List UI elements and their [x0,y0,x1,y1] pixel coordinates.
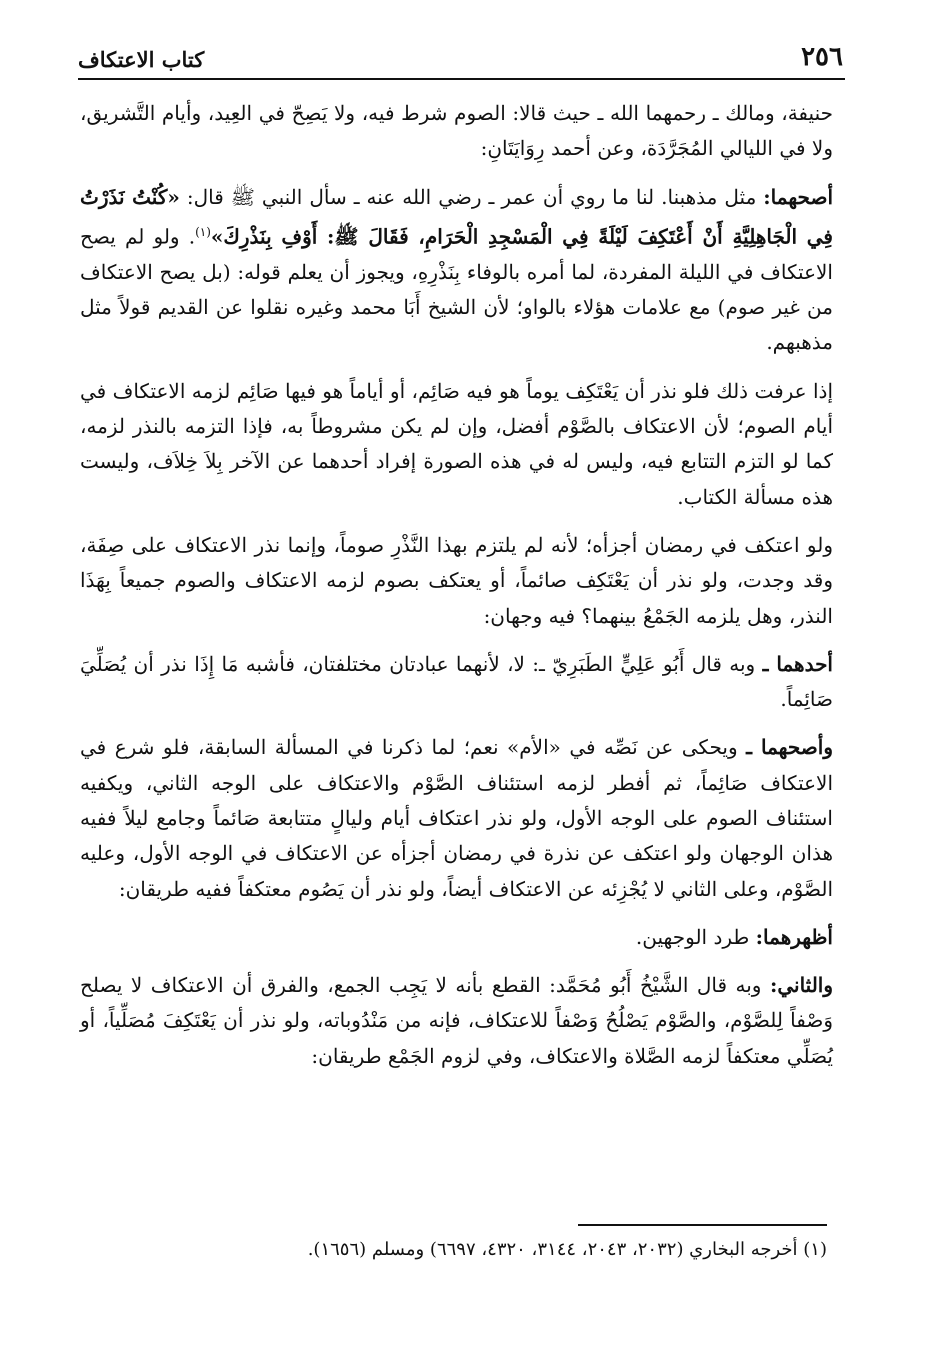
paragraph-5 [80,647,833,718]
footnote-marker: (١) [195,224,211,239]
paragraph-8-text: وبه قال الشَّيْخُ أَبُو مُحَمَّد: القطع بأنه لا يَجِب الجمع، والفرق أن الاعتكاف لا يصلح وَصْفاً لِلصَّوْم، والصَّوْم يَصْلُحُ وَصْفاً للاعتكاف، فإنه من مَنْدُوباته، ولو نذر أن يَعْتَكِفَ مُصَلِّياً، أو يُصَلِّي معتكفاً لزمه الصَّلاة والاعتكاف، وفي لزوم الجَمْع طريقان: [80,973,833,1068]
paragraph-1: حنيفة، ومالك ـ رحمهما الله ـ حيث قالا: الصوم شرط فيه، ولا يَصِحّ في العِيد، وأيام التَّشريق، ولا في الليالي المُجَرَّدَة، وعن أحمد رِوَايَتَانِ: [80,101,833,161]
paragraph-2-text-b: . ولو لم يصح الاعتكاف في الليلة المفردة، لما أمره بالوفاء بِنَذْرِهِ، ويجوز أن يعلم قوله: (بل يصح الاعتكاف من غير صوم) مع علامات هؤلاء بالواو؛ لأن الشيخ أَبَا محمد وغيره نقلوا عن القديم قولاً مثل مذهبهم. [80,224,833,355]
paragraph-4: ولو اعتكف في رمضان أجزأه؛ لأنه لم يلتزم بهذا النَّذْرِ صوماً، وإنما نذر الاعتكاف على صِفَة، وقد وجدت، ولو نذر أن يَعْتَكِف صائماً، أو يعتكف بصوم لزمه الاعتكاف والصوم جميعاً بِهَذَا النذر، وهل يلزمه الجَمْعُ بينهما؟ فيه وجهان: [80,532,833,628]
footnote-rule [578,1224,827,1226]
paragraph-5-label: أحدهما ـ [762,651,833,676]
header-rule [78,78,845,80]
paragraph-7-text: طرد الوجهين. [635,924,750,949]
paragraph-7-label: أظهرهما: [755,924,833,949]
main-text [80,96,833,1087]
page-header [78,38,843,72]
hadith-quote: «كُنْتُ نَذَرْتُ فِي الْجَاهِلِيَّةِ أَنْ أَعْتَكِفَ لَيْلَةً فِي الْمَسْجِدِ الْحَرَامِ، فَقَالَ ﷺ: أَوْفِ بِنَذْرِكَ» [80,184,833,249]
paragraph-2-text-a: مثل مذهبنا. لنا ما روي أن عمر ـ رضي الله عنه ـ سأل النبي ﷺ قال: [186,184,757,209]
paragraph-3: إذا عرفت ذلك فلو نذر أن يَعْتَكِف يوماً هو فيه صَائِم، أو أياماً هو فيها صَائِم لزمه الاعتكاف في أيام الصوم؛ لأن الاعتكاف بالصَّوْم أفضل، وإن لم يكن مشروطاً به، فإذا التزمه بالنذر لزمه، كما لو التزم التتابع فيه، وليس له في هذه الصورة إفراد أحدهما عن الآخر بِلاَ خِلاَف، وليست هذه مسألة الكتاب. [80,378,833,509]
paragraph-7 [80,920,833,955]
paragraph-6-label: وأصحهما ـ [746,735,833,760]
chapter-title: كتاب الاعتكاف [78,47,205,72]
paragraph-6-text: ويحكى عن نَصِّه في «الأم» نعم؛ لما ذكرنا في المسألة السابقة، فلو شرع في الاعتكاف صَائِماً، ثم أفطر لزمه استئناف الصَّوْم والاعتكاف على الوجه الثاني، ويكفيه استئناف الصوم على الوجه الأول، ولو نذر اعتكاف أيام وليالٍ متتابعة صَائماً وجامع ليلاً ففيه هذان الوجهان ولو اعتكف عن نذرة في رمضان أجزأه عن الاعتكاف في الوجه الأول، وعليه الصَّوْم، وعلى الثاني لا يُجْزِئه عن الاعتكاف أيضاً، ولو نذر أن يَصُوم معتكفاً ففيه طريقان: [80,735,833,901]
paragraph-2 [80,180,833,361]
paragraph-8 [80,968,833,1074]
paragraph-5-text: وبه قال أَبُو عَلِيٍّ الطَبَرِيّ ـ: لا، لأنهما عبادتان مختلفتان، فأشبه مَا إِذَا نذر أن يُصَلِّيَ صَائِماً. [80,651,833,712]
paragraph-8-label: والثاني: [769,973,834,998]
paragraph-2-label: أصحهما: [763,184,834,209]
page-number: ٢٥٦ [801,42,843,72]
footnote: (١) أخرجه البخاري (٢٠٣٢، ٢٠٤٣، ٣١٤٤، ٤٣٢٠، ٦٦٩٧) ومسلم (١٦٥٦). [307,1239,827,1260]
paragraph-6 [80,730,833,906]
